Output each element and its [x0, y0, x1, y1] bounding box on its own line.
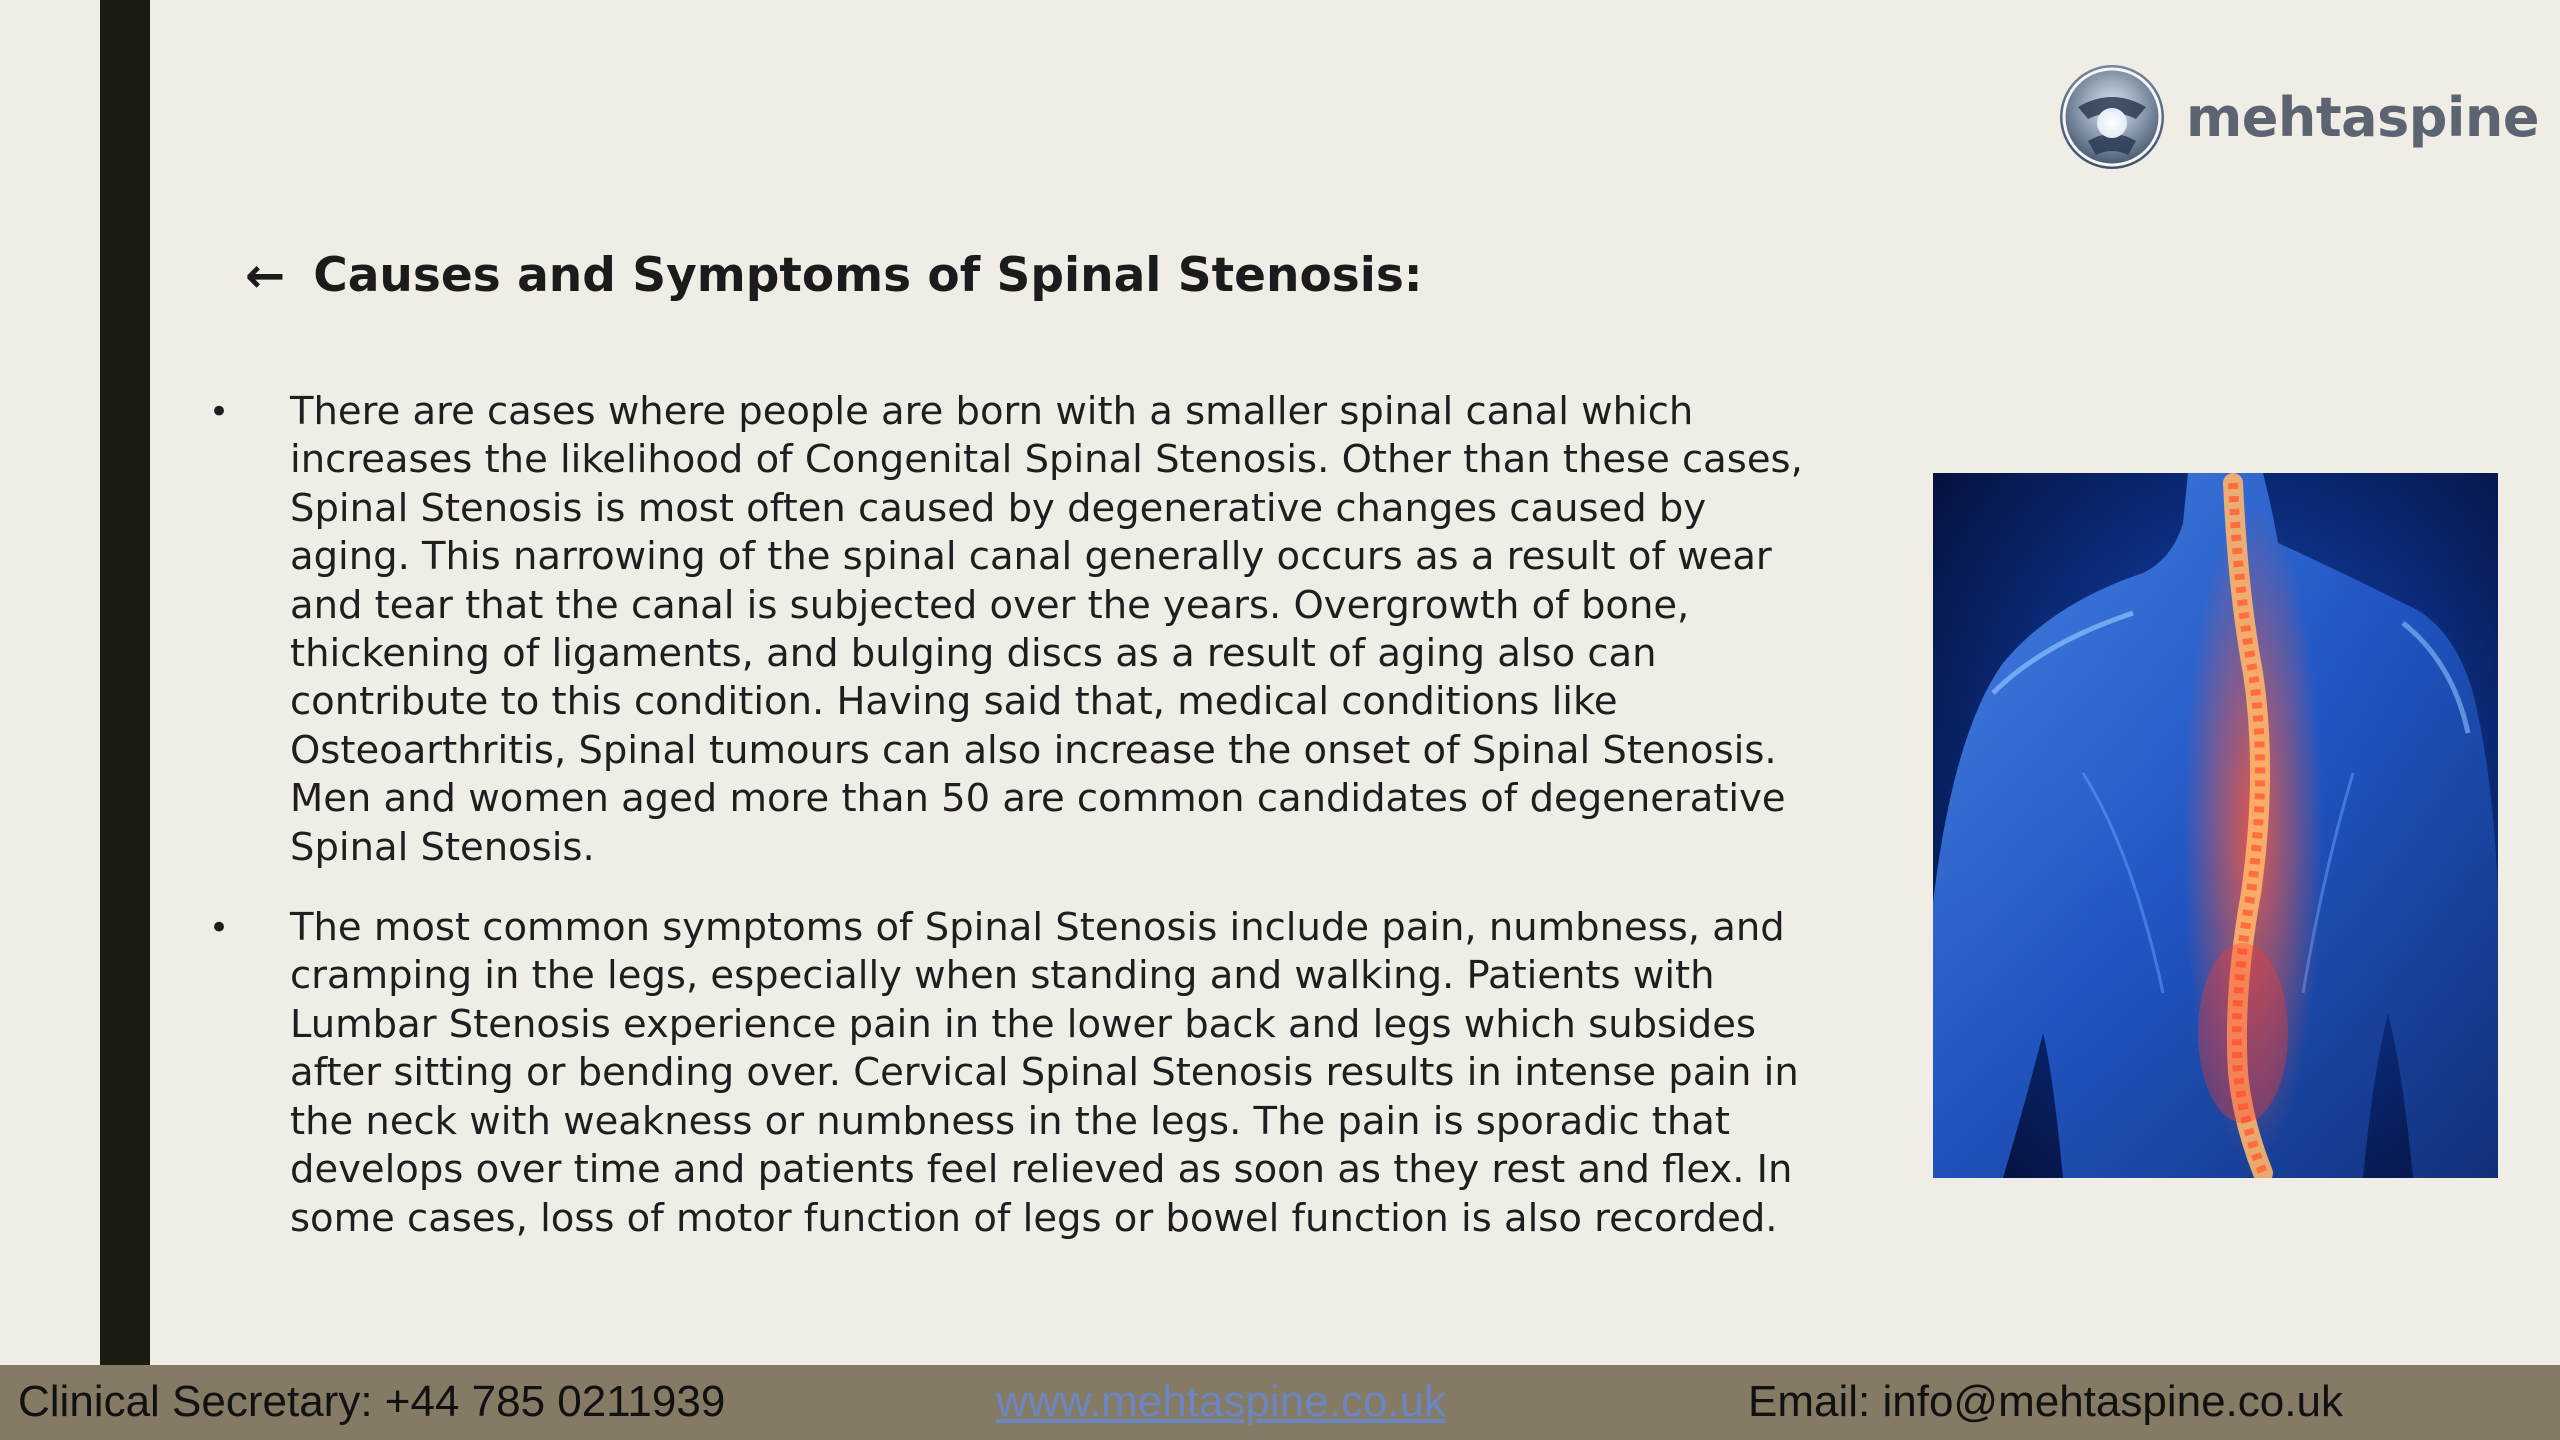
page-title: [245, 248, 1423, 303]
spine-anatomy-icon: [1933, 473, 2498, 1178]
footer-phone: Clinical Secretary: +44 785 0211939: [18, 1377, 726, 1426]
list-item: [208, 388, 1818, 872]
mehtaspine-logo-icon: [2058, 63, 2166, 171]
left-accent-bar: [100, 0, 150, 1365]
list-item-text: The most common symptoms of Spinal Stenosis include pain, numbness, and cramping in the legs, especially when standing and walking. Patients with Lumbar Stenosis experience pain in the lower back and legs which subsides after sitting or bending over. Cervical Spinal Stenosis results in intense pain in the neck with weakness or numbness in the legs. The pain is sporadic that develops over time and patients feel relieved as soon as they rest and flex. In some cases, loss of motor function of legs or bowel function is also recorded.: [290, 905, 1799, 1241]
brand-logo: [2058, 62, 2539, 172]
footer-email: Email: info@mehtaspine.co.uk: [1748, 1377, 2343, 1426]
bullet-icon: •: [208, 392, 230, 432]
website-link[interactable]: www.mehtaspine.co.uk: [996, 1377, 1446, 1426]
brand-name: mehtaspine: [2186, 85, 2539, 149]
bullet-icon: •: [208, 908, 230, 949]
arrow-left-icon: ←: [245, 247, 286, 304]
list-item-text: There are cases where people are born with a smaller spinal canal which increases the likelihood of Congenital Spinal Stenosis. Other than these cases, Spinal Stenosis is most often caused by degenerative changes caused by aging. This narrowing of the spinal canal generally occurs as a result of wear and tear that the canal is subjected over the years. Overgrowth of bone, thickening of ligaments, and bulging discs as a result of aging also can contribute to this condition. Having said that, medical conditions like Osteoarthritis, Spinal tumours can also increase the onset of Spinal Stenosis. Men and women aged more than 50 are common candidates of degenerative Spinal Stenosis.: [290, 389, 1803, 870]
list-item: [208, 904, 1818, 1243]
page-title-text: Causes and Symptoms of Spinal Stenosis:: [313, 248, 1423, 303]
bullet-list: [208, 388, 1818, 1275]
spine-illustration: [1933, 473, 2498, 1178]
footer-bar: [0, 1365, 2560, 1440]
